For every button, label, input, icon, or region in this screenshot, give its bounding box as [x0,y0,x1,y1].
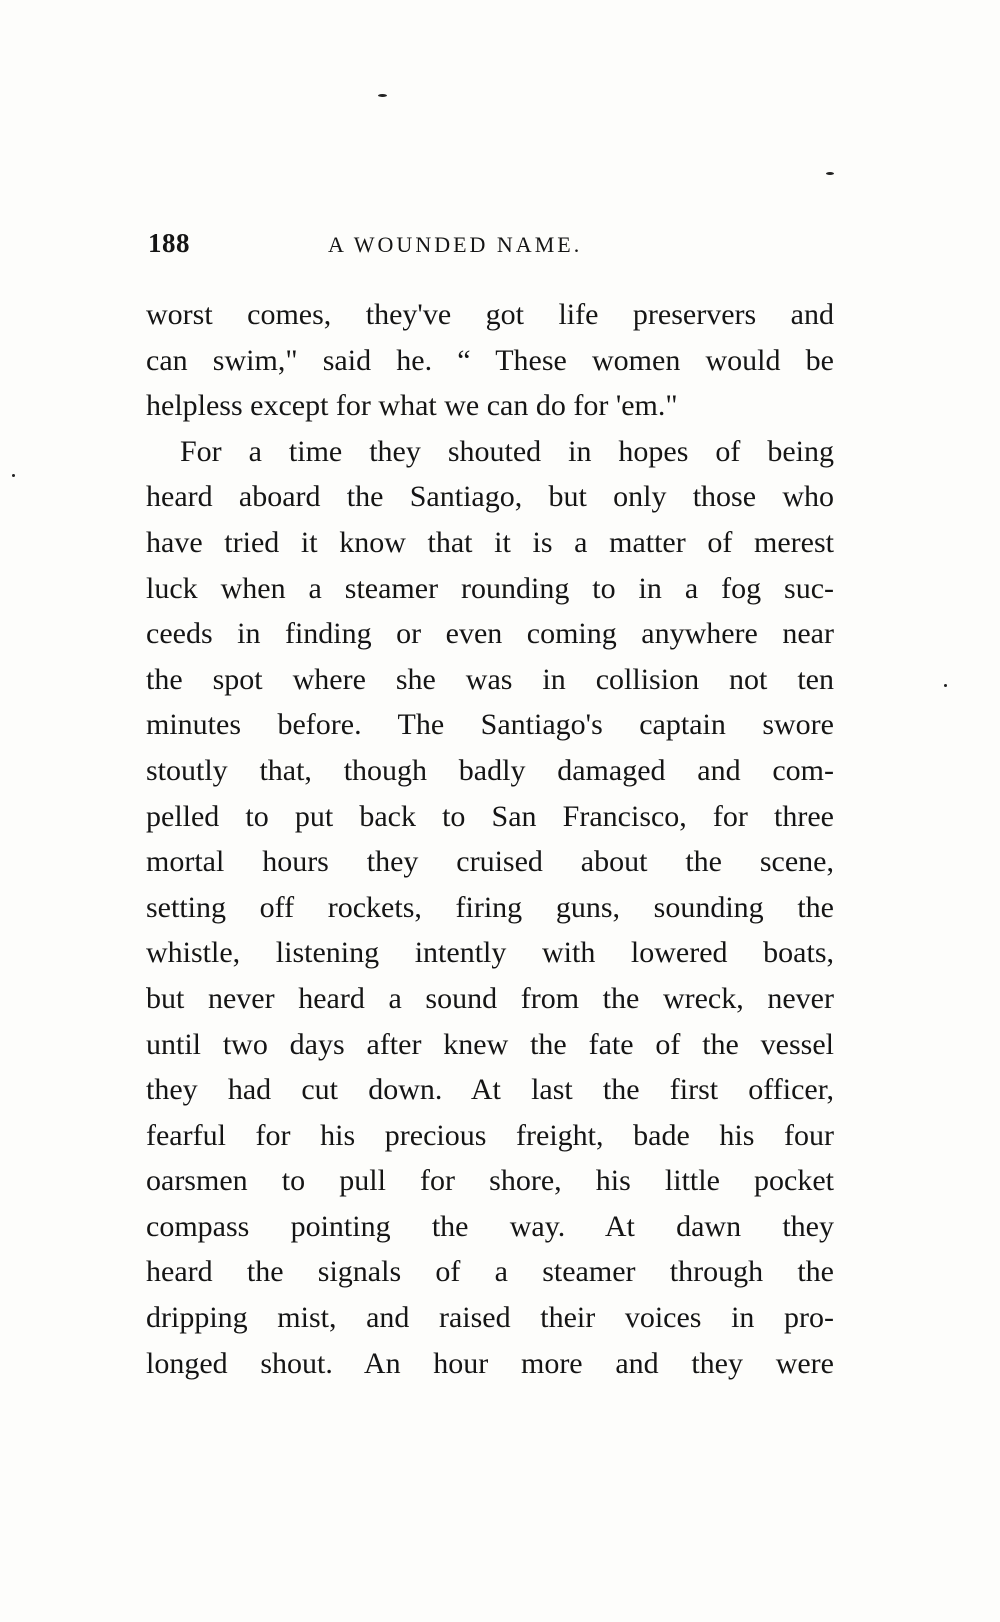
text-line: pelled to put back to San Francisco, for three [146,799,834,833]
text-line: oarsmen to pull for shore, his little pocket [146,1164,834,1198]
text-line: but never heard a sound from the wreck, never [146,981,834,1015]
text-line: For a time they shouted in hopes of being [180,434,834,468]
text-line: have tried it know that it is a matter of merest [146,525,834,559]
text-line: can swim," said he. “ These women would be [146,343,834,377]
text-line: the spot where she was in collision not ten [146,662,834,696]
text-line: heard aboard the Santiago, but only those who [146,480,834,514]
text-line: whistle, listening intently with lowered boats, [146,936,834,970]
text-line: dripping mist, and raised their voices in pro- [146,1301,834,1335]
running-head: A WOUNDED NAME. [328,232,583,257]
body-text [146,292,834,1386]
text-line: minutes before. The Santiago's captain swore [146,708,834,742]
text-line: mortal hours they cruised about the scene, [146,845,834,879]
text-line: stoutly that, though badly damaged and com- [146,753,834,787]
text-line: heard the signals of a steamer through the [146,1255,834,1289]
text-line: luck when a steamer rounding to in a fog suc- [146,571,834,605]
text-line: ceeds in finding or even coming anywhere near [146,617,834,651]
text-line: fearful for his precious freight, bade his four [146,1118,834,1152]
ink-speck [12,474,15,477]
text-line: worst comes, they've got life preservers and [146,298,834,331]
text-line: helpless except for what we can do for 'em." [146,389,678,423]
ink-speck [826,172,834,175]
page-header [148,228,838,268]
text-line: they had cut down. At last the first officer, [146,1073,834,1107]
text-line: longed shout. An hour more and they were [146,1346,834,1380]
text-line: until two days after knew the fate of the vessel [146,1027,834,1061]
page-number: 188 [148,228,190,258]
ink-speck [944,684,947,687]
text-line: setting off rockets, firing guns, sounding the [146,890,834,924]
text-line: compass pointing the way. At dawn they [146,1209,834,1243]
ink-speck [378,94,387,97]
